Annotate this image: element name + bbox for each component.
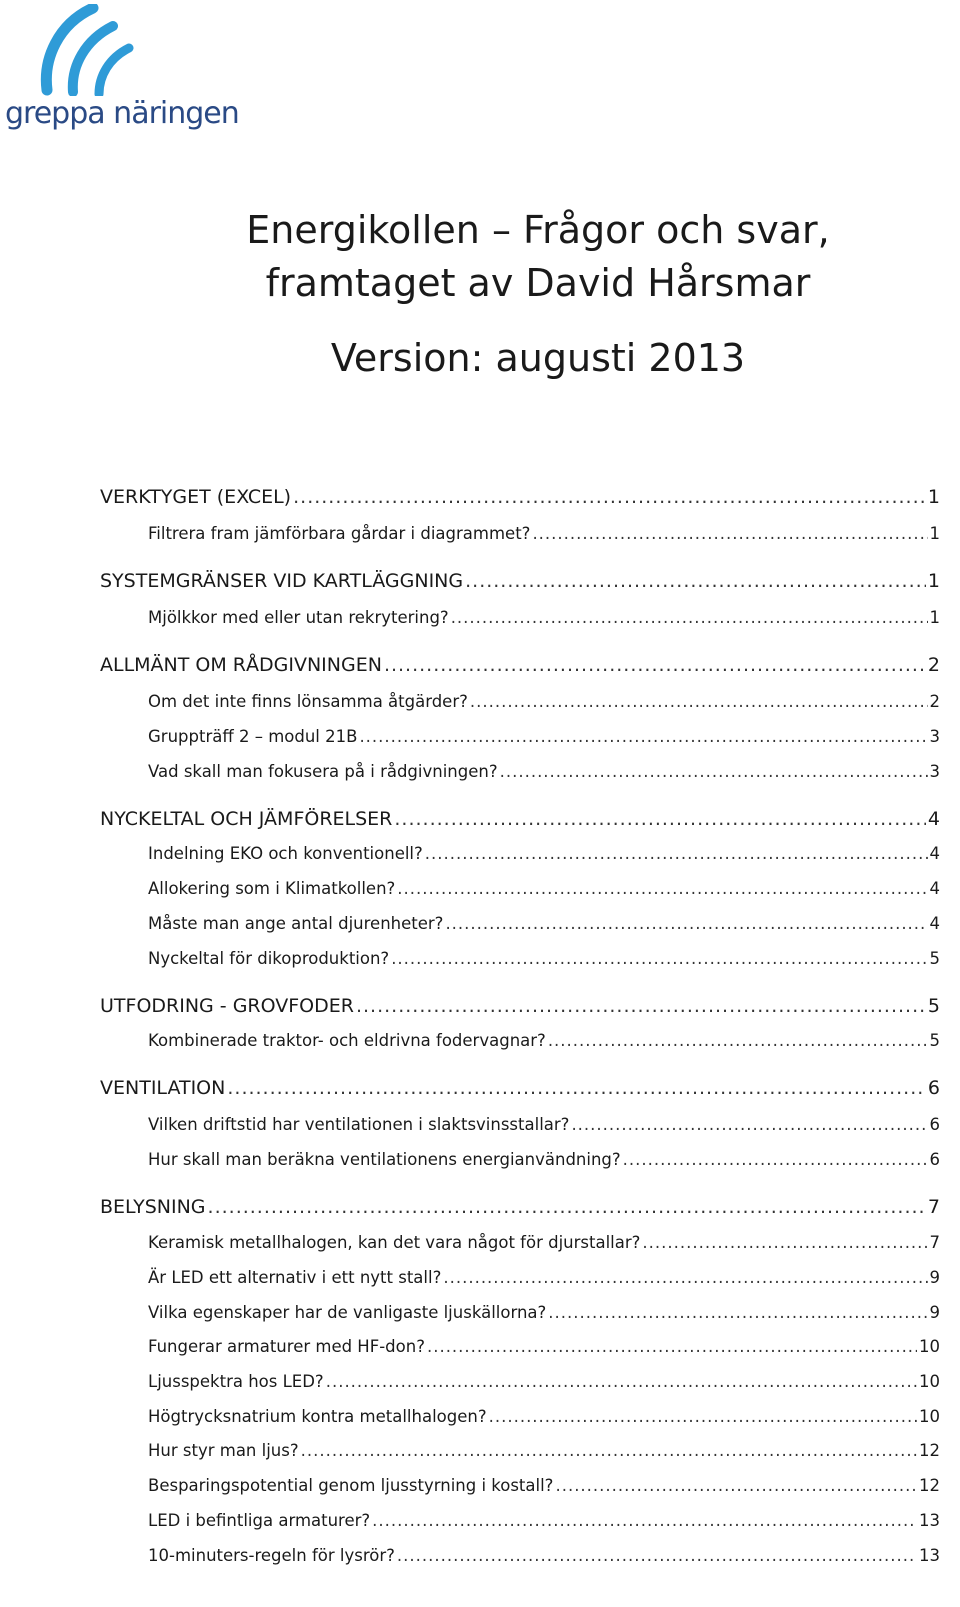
toc-subentry[interactable] [148,1268,940,1287]
toc-dot-leader [451,608,928,627]
toc-dot-leader [443,1268,927,1287]
toc-page-number: 5 [929,949,940,968]
toc-dot-leader [384,654,926,676]
toc-entry-text: Mjölkkor med eller utan rekrytering? [148,608,449,627]
toc-page-number: 4 [927,808,940,830]
toc-dot-leader [397,1546,917,1565]
toc-subentry[interactable] [148,1546,940,1565]
toc-page-number: 4 [929,914,940,933]
toc-subentry[interactable] [148,1511,940,1530]
toc-entry-text: Besparingspotential genom ljusstyrning i kostall? [148,1476,554,1495]
toc-subentry[interactable] [148,524,940,543]
toc-entry-text: Gruppträff 2 – modul 21B [148,727,358,746]
toc-entry-text: Allokering som i Klimatkollen? [148,879,396,898]
toc-entry-text: NYCKELTAL OCH JÄMFÖRELSER [100,808,393,830]
toc-page-number: 3 [929,762,940,781]
toc-entry-text: Om det inte finns lönsamma åtgärder? [148,692,468,711]
title-line-1: Energikollen – Frågor och svar, [246,208,830,252]
toc-dot-leader [326,1372,917,1391]
toc-dot-leader [445,914,927,933]
toc-dot-leader [470,692,928,711]
toc-dot-leader [548,1031,928,1050]
toc-subentry[interactable] [148,692,940,711]
toc-entry-text: LED i befintliga armaturer? [148,1511,371,1530]
toc-entry-text: Högtrycksnatrium kontra metallhalogen? [148,1407,487,1426]
toc-entry-text: Ljusspektra hos LED? [148,1372,324,1391]
toc-page-number: 12 [919,1476,940,1495]
toc-subentry[interactable] [148,1407,940,1426]
greppa-waves-icon [33,4,143,96]
toc-subentry[interactable] [148,1476,940,1495]
toc-entry-text: UTFODRING - GROVFODER [100,995,354,1017]
toc-page-number: 7 [927,1196,940,1218]
toc-page-number: 1 [929,608,940,627]
toc-entry-text: Vad skall man fokusera på i rådgivningen? [148,762,498,781]
toc-entry-text: Indelning EKO och konventionell? [148,844,423,863]
toc-entry-text: BELYSNING [100,1196,206,1218]
toc-page-number: 10 [919,1407,940,1426]
toc-dot-leader [301,1441,917,1460]
toc-page-number: 6 [927,1077,940,1099]
toc-page-number: 13 [919,1511,940,1530]
toc-dot-leader [489,1407,917,1426]
toc-page-number: 7 [929,1233,940,1252]
toc-page-number: 10 [919,1372,940,1391]
toc-entry-text: Hur styr man ljus? [148,1441,299,1460]
toc-page-number: 6 [929,1115,940,1134]
toc-subentry[interactable] [148,1441,940,1460]
toc-entry-text: Fungerar armaturer med HF-don? [148,1337,425,1356]
toc-entry-text: Vilken driftstid har ventilationen i slaktsvinsstallar? [148,1115,570,1134]
toc-entry-text: Kombinerade traktor- och eldrivna fodervagnar? [148,1031,546,1050]
toc-subentry[interactable] [148,727,940,746]
toc-page-number: 10 [919,1337,940,1356]
toc-page-number: 4 [929,844,940,863]
toc-dot-leader [571,1115,927,1134]
toc-subentry[interactable] [148,1031,940,1050]
toc-page-number: 4 [929,879,940,898]
toc-subentry[interactable] [148,949,940,968]
toc-dot-leader [548,1303,927,1322]
toc-page-number: 5 [929,1031,940,1050]
toc-dot-leader [372,1511,917,1530]
toc-page-number: 3 [929,727,940,746]
toc-heading-entry[interactable] [100,486,940,508]
toc-heading-entry[interactable] [100,654,940,676]
greppa-logo [5,4,255,139]
toc-subentry[interactable] [148,1303,940,1322]
toc-page-number: 1 [927,570,940,592]
toc-entry-text: Måste man ange antal djurenheter? [148,914,444,933]
toc-entry-text: 10-minuters-regeln för lysrör? [148,1546,395,1565]
toc-heading-entry[interactable] [100,1196,940,1218]
toc-entry-text: ALLMÄNT OM RÅDGIVNINGEN [100,654,382,676]
toc-heading-entry[interactable] [100,570,940,592]
toc-dot-leader [425,844,928,863]
title-line-2: framtaget av David Hårsmar [265,261,811,305]
version-line: Version: augusti 2013 [330,336,746,380]
toc-dot-leader [397,879,927,898]
toc-dot-leader [356,995,926,1017]
toc-page-number: 9 [929,1268,940,1287]
toc-subentry[interactable] [148,608,940,627]
toc-page-number: 9 [929,1303,940,1322]
toc-subentry[interactable] [148,1150,940,1169]
toc-dot-leader [642,1233,927,1252]
toc-dot-leader [359,727,927,746]
toc-page-number: 12 [919,1441,940,1460]
toc-entry-text: Är LED ett alternativ i ett nytt stall? [148,1268,442,1287]
toc-page-number: 6 [929,1150,940,1169]
toc-dot-leader [293,486,926,508]
toc-subentry[interactable] [148,1372,940,1391]
toc-subentry[interactable] [148,762,940,781]
logo-wordmark: greppa näringen [5,96,239,131]
toc-heading-entry[interactable] [100,1077,940,1099]
toc-dot-leader [500,762,928,781]
toc-heading-entry[interactable] [100,808,940,830]
toc-page-number: 2 [927,654,940,676]
toc-dot-leader [427,1337,917,1356]
toc-subentry[interactable] [148,1115,940,1134]
toc-entry-text: Nyckeltal för dikoproduktion? [148,949,390,968]
toc-entry-text: SYSTEMGRÄNSER VID KARTLÄGGNING [100,570,464,592]
toc-page-number: 2 [929,692,940,711]
toc-dot-leader [532,524,927,543]
toc-subentry[interactable] [148,914,940,933]
toc-dot-leader [394,808,926,830]
toc-heading-entry[interactable] [100,995,940,1017]
toc-entry-text: Hur skall man beräkna ventilationens energianvändning? [148,1150,621,1169]
toc-entry-text: Vilka egenskaper har de vanligaste ljuskällorna? [148,1303,547,1322]
toc-entry-text: VERKTYGET (EXCEL) [100,486,292,508]
toc-page-number: 1 [927,486,940,508]
toc-entry-text: Filtrera fram jämförbara gårdar i diagrammet? [148,524,531,543]
toc-dot-leader [391,949,927,968]
toc-dot-leader [465,570,926,592]
toc-page-number: 5 [927,995,940,1017]
toc-entry-text: VENTILATION [100,1077,226,1099]
toc-dot-leader [208,1196,926,1218]
toc-dot-leader [555,1476,917,1495]
toc-page-number: 1 [929,524,940,543]
toc-page-number: 13 [919,1546,940,1565]
toc-dot-leader [623,1150,928,1169]
toc-dot-leader [227,1077,926,1099]
toc-subentry[interactable] [148,844,940,863]
toc-subentry[interactable] [148,1337,940,1356]
toc-subentry[interactable] [148,879,940,898]
toc-subentry[interactable] [148,1233,940,1252]
toc-entry-text: Keramisk metallhalogen, kan det vara något för djurstallar? [148,1233,641,1252]
